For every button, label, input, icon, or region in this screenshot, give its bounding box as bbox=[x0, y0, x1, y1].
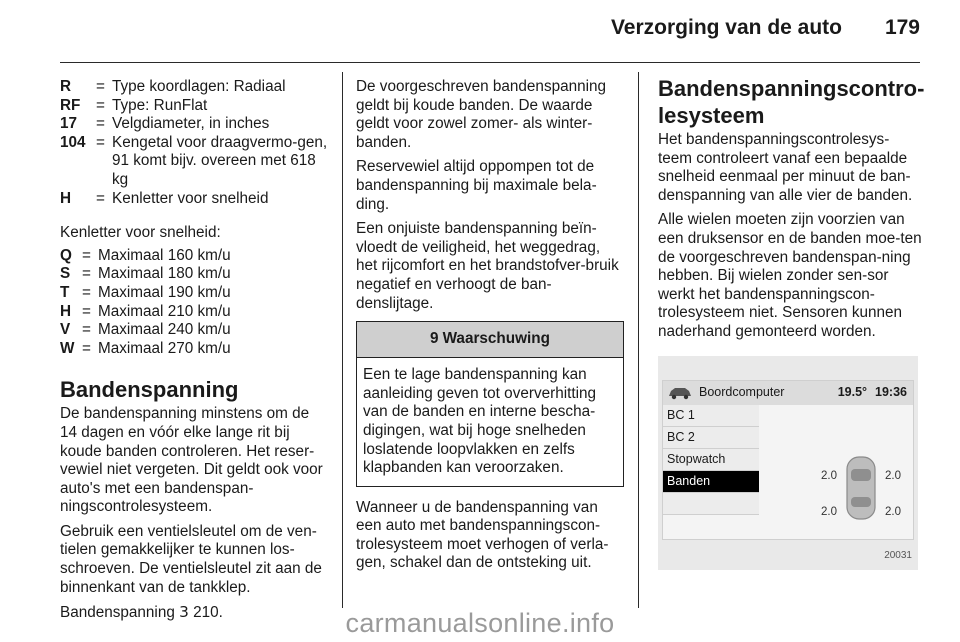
page-number: 179 bbox=[884, 16, 920, 39]
paragraph: Het bandenspanningscontrolesys-teem controleert vanaf een bepaalde snelheid eenmaal per minuut de ban-denspanning van alle vier de banden. bbox=[658, 131, 913, 204]
speed-desc: Maximaal 180 km/u bbox=[98, 265, 231, 283]
section-heading-bandenspanning: Bandenspanning bbox=[60, 377, 239, 403]
clock-readout: 19:36 bbox=[875, 385, 907, 400]
figure-number: 20031 bbox=[884, 549, 912, 561]
section-heading-tpms: Bandenspanningscontro-lesysteem bbox=[658, 76, 925, 128]
paragraph: Wanneer u de bandenspanning van een auto met bandenspanningscon-trolesysteem moet verhogen of verla-gen, schakel dan de ontsteking uit. bbox=[356, 498, 609, 572]
paragraph: Reservewiel altijd oppompen tot de bandenspanning bij maximale bela-ding. bbox=[356, 158, 597, 213]
code-eq: = bbox=[96, 115, 105, 133]
warning-icon: 9 bbox=[430, 330, 439, 348]
paragraph: De voorgeschreven bandenspanning geldt bij koude banden. De waarde geldt voor zowel zomer- als winter-banden. bbox=[356, 78, 607, 151]
speed-eq: = bbox=[82, 246, 91, 264]
paragraph: De bandenspanning minstens om de 14 dagen en vóór elke lange rit bij koude banden controleren. Het reser-vewiel niet vergeten. Dit geldt ook voor auto's met een bandenspan-ningscontrolesysteem. bbox=[60, 405, 323, 516]
menu-item-stopwatch[interactable]: Stopwatch bbox=[663, 449, 759, 471]
column-2 bbox=[356, 78, 624, 579]
menu-item-empty bbox=[663, 493, 759, 515]
speed-desc: Maximaal 190 km/u bbox=[98, 283, 231, 301]
warning-text: Een te lage bandenspanning kan aanleiding geven tot oververhitting van de banden en interne bescha-digingen, wat bij hoge snelheden loslatende loopvlakken en zelfs klapbanden kan veroorzaken. bbox=[363, 366, 597, 477]
speed-term: V bbox=[60, 321, 71, 339]
code-eq: = bbox=[96, 133, 105, 151]
display-menu bbox=[663, 405, 759, 515]
pressure-rear-left: 2.0 bbox=[821, 505, 837, 518]
speed-desc: Maximaal 270 km/u bbox=[98, 339, 231, 357]
paragraph: Een onjuiste bandenspanning beïn-vloedt de veiligheid, het weggedrag, het rijcomfort en het brandstofver-bruik negatief en verhoogt de ban-denslijtage. bbox=[356, 220, 619, 312]
speed-eq: = bbox=[82, 283, 91, 301]
code-term: R bbox=[60, 78, 72, 95]
code-term: 17 bbox=[60, 115, 78, 133]
code-desc: Velgdiameter, in inches bbox=[112, 115, 270, 133]
code-term: 104 bbox=[60, 133, 86, 151]
warning-title: Waarschuwing bbox=[442, 330, 550, 348]
speed-intro: Kenletter voor snelheid: bbox=[60, 224, 221, 242]
menu-item-bc1[interactable]: BC 1 bbox=[663, 405, 759, 427]
column-divider-2 bbox=[638, 72, 639, 608]
menu-item-banden[interactable]: Banden bbox=[663, 471, 759, 493]
speed-desc: Maximaal 240 km/u bbox=[98, 321, 231, 339]
code-eq: = bbox=[96, 96, 105, 114]
car-icon bbox=[667, 386, 693, 400]
warning-box bbox=[356, 321, 624, 487]
code-eq: = bbox=[96, 189, 105, 207]
speed-desc: Maximaal 160 km/u bbox=[98, 246, 231, 264]
speed-eq: = bbox=[82, 321, 91, 339]
speed-desc: Maximaal 210 km/u bbox=[98, 302, 231, 320]
warning-header bbox=[357, 322, 623, 358]
speed-eq: = bbox=[82, 302, 91, 320]
car-top-view-icon bbox=[841, 453, 881, 523]
pressure-front-right: 2.0 bbox=[885, 469, 901, 482]
pressure-front-left: 2.0 bbox=[821, 469, 837, 482]
code-desc: Kenletter voor snelheid bbox=[112, 189, 269, 207]
speed-eq: = bbox=[82, 339, 91, 357]
speed-code-list bbox=[60, 247, 328, 359]
display-figure bbox=[658, 356, 918, 570]
speed-eq: = bbox=[82, 265, 91, 283]
code-desc: Type koordlagen: Radiaal bbox=[112, 78, 286, 95]
speed-term: S bbox=[60, 265, 71, 283]
reference-page-link[interactable]: 210. bbox=[193, 604, 223, 622]
menu-item-bc2[interactable]: BC 2 bbox=[663, 427, 759, 449]
paragraph: Gebruik een ventielsleutel om de ven-tielen gemakkelijker te kunnen los-schroeven. De ventielsleutel zit aan de binnenkant van de tankklep. bbox=[60, 522, 322, 596]
code-eq: = bbox=[96, 78, 105, 95]
column-1 bbox=[60, 78, 328, 629]
code-desc: Type: RunFlat bbox=[112, 96, 208, 114]
header-title: Verzorging van de auto bbox=[610, 16, 842, 39]
display-title-bar bbox=[663, 381, 913, 405]
pressure-rear-right: 2.0 bbox=[885, 505, 901, 518]
code-term: RF bbox=[60, 96, 81, 114]
speed-term: H bbox=[60, 302, 72, 320]
code-term: H bbox=[60, 189, 72, 207]
column-divider-1 bbox=[342, 72, 343, 608]
tire-code-list bbox=[60, 78, 328, 208]
info-display-screen bbox=[662, 380, 914, 540]
speed-term: T bbox=[60, 283, 70, 301]
code-desc: Kengetal voor draagvermo-gen, 91 komt bijv. overeen met 618 kg bbox=[112, 133, 328, 188]
column-3 bbox=[658, 76, 925, 570]
watermark: carmanualsonline.info bbox=[345, 608, 615, 638]
speed-term: Q bbox=[60, 246, 72, 264]
reference-text: Bandenspanning bbox=[60, 604, 175, 622]
speed-term: W bbox=[60, 339, 75, 357]
reference-arrow-icon: 3 bbox=[179, 603, 189, 622]
header-divider bbox=[60, 62, 920, 63]
display-title: Boordcomputer bbox=[699, 385, 785, 400]
temperature-readout: 19.5° bbox=[837, 385, 868, 400]
paragraph: Alle wielen moeten zijn voorzien van een druksensor en de banden moe-ten de voorgeschreven bandenspan-ning hebben. Bij wielen zonder sen-sor werkt het bandenspanningscon-trolesysteem niet. Sensoren kunnen naderhand gemonteerd worden. bbox=[658, 211, 922, 340]
